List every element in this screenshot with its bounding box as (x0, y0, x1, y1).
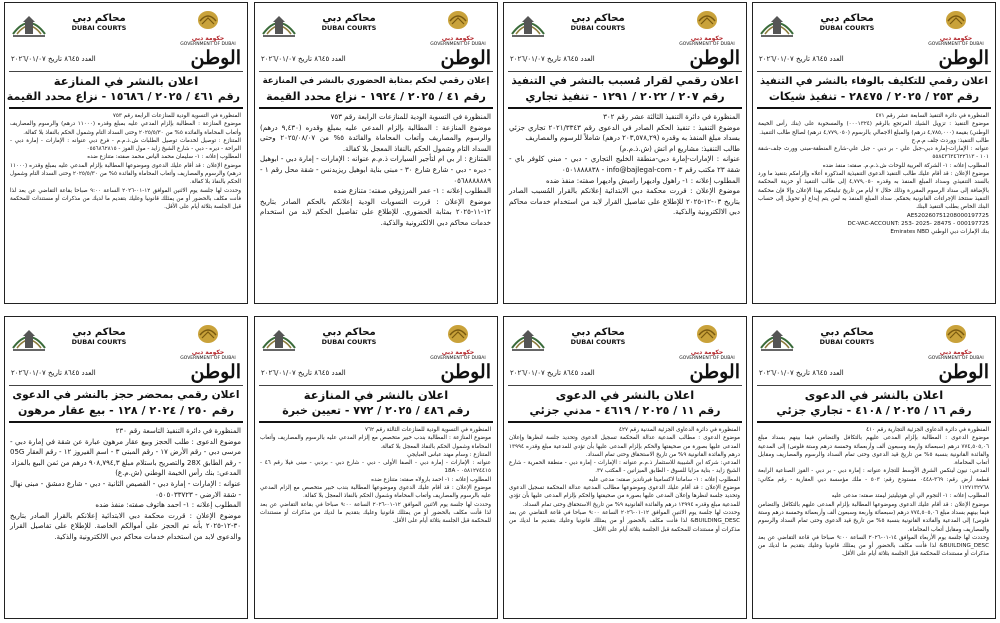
notice-title: اعلان بالنشر في المنازعة (53, 74, 199, 88)
notice-paragraph: موضوع الإعلان : قد أقام عليك الدعوى وموضوعها المطالبة بإلزام المدعى عليهم بالتكافل والتضامن فيما بينهم بسداد مبلغ ٧٧٤,٥٠٥,٠٦ درهم (سبعمائة واربعة وسبعون ألف وأربعمائة وخمسة درهم وستة فلوس) إلى المدعية والفائدة القانونية بنسبة ٥% من تاريخ قيد الدعوى وحتى تمام السداد والرسوم والمصاريف ومقابل أتعاب المحاماة. (758, 501, 989, 533)
notice-paragraph: طالب التنفيذ: مشاريع ام اتش (ش.ذ.م.م) (619, 144, 740, 153)
government-name-en: GOVERNMENT OF DUBAI (679, 42, 735, 47)
case-number: رقم ١١ / ٢٠٢٥ / ٤٦١٩ - مدني جزئي (529, 404, 721, 417)
notice-body (255, 423, 497, 526)
newspaper-band (504, 363, 746, 385)
notice-title: اعلان رقمي بمحضر حجز بالنشر في الدعوى (12, 389, 240, 401)
notice-title-box (9, 385, 243, 423)
notice-body (753, 423, 995, 559)
notice-paragraph: المنظورة في دائرة التنفيذ الثالثة عشر رقم ٣٠٢ (603, 113, 740, 121)
notice-paragraph: المطلوب إعلانه : ١- احمد بارولاه صفته: متنازع ضده (371, 476, 491, 483)
notice-paragraph: عنوانه : الإمارات-إمارة دبي-جبل علي - بر دبي - جبل علي-شارع المنطقة-مبنى وورث جلف-شقة ١٠١ - ٥٥٨٤٣٦٣٤٦٢٢٦١٣ (758, 146, 989, 161)
case-number: رقم ٤٦١ / ٢٠٢٥ / ١٥٦٨٦ - نزاع محدد القيمة (6, 90, 240, 103)
notice-paragraph: موضوع المنازعة : المطالبة بإلزام المدعي عليه بمبلغ وقدره (٩,٤٣٠ درهم) والرسوم والمصاريف وأتعاب المحاماة والفائدة ٥% من ٢٠٢٥/٠٨/٠٧ وحتى السداد التام وشمول الحكم بالنفاذ المعجل بلا كفالة. (260, 123, 491, 153)
notice-paragraph: المطلوب إعلانه : ١- احمد هاتوف صفته: منفذ ضده (95, 501, 241, 510)
notice-paragraph: موضوع التنفيذ : تزويل الشيك المرتجع بالرقم (٠٠٠١٣٢٤) والمسحوبة على (بنك رأس الخيمة الوطني) بقيمة (٤,٧٨٥,٠٠٠ درهم) والمبلغ الاجمالي بالرسوم (٤,٧٧٩,٠٥٠ درهم) لصالح طالب التنفيذ. (758, 121, 989, 136)
government-name-ar: حكومة دبي (441, 35, 475, 42)
government-name-en: GOVERNMENT OF DUBAI (430, 42, 486, 47)
court-name-ar: محاكم دبي (72, 327, 126, 338)
notice-paragraph: المدعي: بنك رأس الخيمة الوطني (ش.م.ع) (115, 469, 241, 478)
issue-info: العدد ٨٦٤٥ تاريخ ٢٠٢٦/٠١/٠٧ (11, 369, 96, 377)
court-name (317, 13, 381, 32)
issue-info: العدد ٨٦٤٥ تاريخ ٢٠٢٦/٠١/٠٧ (261, 369, 346, 377)
government-name-ar: حكومة دبي (939, 35, 973, 42)
dubai-emblem-icon (943, 9, 969, 31)
court-name-ar: محاكم دبي (820, 327, 874, 338)
court-name-en: DUBAI COURTS (570, 24, 626, 32)
court-name-ar: محاكم دبي (322, 13, 376, 24)
court-name (67, 13, 131, 32)
government-mark (925, 323, 987, 362)
notice-header (753, 317, 995, 363)
government-mark (427, 9, 489, 48)
notice-paragraph: AE520260751208000197725 (906, 212, 989, 219)
dubai-emblem-icon (195, 9, 221, 31)
issue-info: العدد ٨٦٤٥ تاريخ ٢٠٢٦/٠١/٠٧ (510, 55, 595, 63)
court-notice (254, 2, 498, 304)
court-name-en: DUBAI COURTS (321, 24, 377, 32)
dubai-emblem-icon (195, 323, 221, 345)
notice-title: إعلان رقمي لحكم بمثابة الحضوري بالنشر في المنازعة (262, 76, 490, 86)
notice-body (753, 109, 995, 236)
notice-header (753, 3, 995, 49)
notice-title-box (259, 71, 493, 109)
government-name-ar: حكومة دبي (191, 349, 225, 356)
notice-body (504, 423, 746, 534)
dubai-courts-logo-icon (259, 8, 299, 40)
notice-paragraph: المطلوب إعلانه : ١- سامانتا لاكساميتا فيرنانديز صفته: مدعى عليه (588, 476, 740, 483)
government-name-ar: حكومة دبي (939, 349, 973, 356)
newspaper-logo: الوطن (440, 47, 491, 69)
newspaper-logo: الوطن (190, 361, 241, 383)
notice-paragraph: موضوع الإعلان : قررت التسويات الودية إعلانكم بالحكم الصادر بتاريخ ١٢-١١-٢٠٢٥ بمثابة الحضوري. للإطلاع على تفاصيل الحكم لابد من استخدام خدمات محاكم دبي الالكترونية والذكية. (260, 197, 491, 227)
notice-title: اعلان رقمي لقرار مُسبب بالنشر في التنفيذ (511, 75, 739, 87)
notice-header (255, 3, 497, 49)
notice-title-box (508, 71, 742, 109)
dubai-courts-logo-icon (757, 322, 797, 354)
issue-info: العدد ٨٦٤٥ تاريخ ٢٠٢٦/٠١/٠٧ (759, 369, 844, 377)
newspaper-band (753, 49, 995, 71)
notice-paragraph: المطلوب إعلانه : ١- راهول واديهرا راميش واديهرا صفته: منفذ ضده (545, 176, 740, 185)
notice-paragraph: المتنازع : ار بي ام لتأجير السيارات ذ.م.م عنوانه : الإمارات - إمارة دبي - ابوهيل - ديره - دبي - شارع شارع ٣٠ - مبنى بناية ابوهيل ريزيدنس - شقة محل رقم ١ - ٠٥٦٨٨٨٨٨٨٩ (260, 155, 492, 185)
court-notice (4, 2, 248, 304)
dubai-courts-logo-icon (9, 322, 49, 354)
government-name-en: GOVERNMENT OF DUBAI (430, 356, 486, 361)
notice-title: اعلان رقمي للتكليف بالوفاء بالنشر في التنفيذ (760, 76, 988, 87)
case-number: رقم ٤١ / ٢٠٢٥ / ١٩٢٤ - نزاع محدد القيمة (266, 90, 486, 103)
issue-info: العدد ٨٦٤٥ تاريخ ٢٠٢٦/٠١/٠٧ (759, 55, 844, 63)
case-number: رقم ٢٥٠ / ٢٠٢٤ / ١٢٨ - بيع عقار مرهون (17, 404, 235, 417)
case-number: رقم ١٦ / ٢٠٢٥ / ٤١٠٨ - تجاري جزئي (776, 404, 972, 417)
notice-paragraph: بنك الإمارات دبي الوطني Emirates NBD (890, 229, 989, 236)
newspaper-band (753, 363, 995, 385)
notice-paragraph: DC-VAC-ACCOUNT: 253- 2025- 28475 - 000197725 (847, 220, 989, 227)
notice-body (255, 109, 497, 229)
newspaper-logo: الوطن (938, 47, 989, 69)
government-name-ar: حكومة دبي (690, 349, 724, 356)
notice-paragraph: عنوانه : الإمارات-إمارة دبي-منطقة الخليج التجاري - دبي - مبني كلوفر باي - شقة ٢٣ مكتب رقم ٣ - info@bajlegal-com - ٠٥٠١٨٨٨٨٣٨ (509, 155, 740, 174)
dubai-emblem-icon (943, 323, 969, 345)
notice-title-box (757, 71, 991, 109)
issue-info: العدد ٨٦٤٥ تاريخ ٢٠٢٦/٠١/٠٧ (261, 55, 346, 63)
notice-paragraph: موضوع الإعلان : قررت محكمة دبي الابتدائية إعلانكم بالقرار المُسبب الصادر بتاريخ ٠٣-١٢-٢٠٢٥ للإطلاع على تفاصيل القرار لابد من استخدام خدمات محاكم دبي الالكترونية والذكية. (509, 187, 741, 217)
notice-paragraph: موضوع الإعلان : قد أقام عليك الدعوى وموضوعها مطالب المدعية عدالة المحكمة تسجيل الدعوى وتحديد جلسة لنظرها وإعلان المدعى عليها بصورة من صحيفتها والحكم بإلزام المدعى عليها بأن تؤدي للمدعية مبلغ وقدره ١٣٩٩٤ درهم والفائدة القانونية ٩% من تاريخ الاستحقاق وحتى تمام السداد. (509, 485, 740, 508)
court-name (566, 327, 630, 346)
notice-paragraph: المدعي: نيون لينكس الشرق الأوسط للتجارة عنوانه : إمارة دبي - بر دبي - القوز الصناعية الرابعة قطعة أرض رقم: ٣٦٩-٠٤٤٨ مستودع رقم: ٥٠٣ - ملك مؤسسة دبي العقارية - رقم مكاني: ١١٢٧١٣٢٧٦٨ (758, 468, 990, 492)
notice-paragraph: موضوع التنفيذ : تنفيذ الحكم الصادر في الدعوى رقم ٢٠٢١/٣٣٤٣ تجاري جزئي بسداد مبلغ المنفذ به وقدره (٢٠٣,٥٧٨,٢٩ درهم) شاملاً للرسوم والمصاريف (509, 123, 740, 143)
newspaper-logo: الوطن (440, 361, 491, 383)
dubai-emblem-icon (445, 9, 471, 31)
notice-paragraph: المنظورة في دائرة الدعاوى الجزئية المدنية رقم ٤٢٧ (619, 427, 740, 433)
notice-paragraph: المنظورة في التسوية الودية للمنازعات الثالثة رقم ٧٦٢ (365, 427, 491, 433)
court-notice (752, 316, 996, 619)
notice-paragraph: المنظورة في دائرة التنفيذ التاسعة رقم ٢٣٠ (115, 427, 241, 435)
dubai-courts-logo-icon (259, 322, 299, 354)
government-name-en: GOVERNMENT OF DUBAI (928, 356, 984, 361)
court-name-en: DUBAI COURTS (71, 24, 127, 32)
notice-paragraph: المدعي: شركة ابن الشبيبة للاستثمار ذ.م.م عنوانه : الإمارات - إمارة دبي - منطقة الحمرية - شارع الشيخ زايد - بناية مزايا للسوق - الطابق الميزانين - المكتب ٣٧. (509, 460, 740, 475)
notice-paragraph: موضوع المنازعة : المطالبة بندب خبير متخصص مع إلزام المدعي عليه بالرسوم والمصاريف وأتعاب المحاماة وشمول الحكم بالنفاذ المعجل بلا كفالة. (260, 435, 491, 450)
notice-title: اعلان بالنشر في الدعوى (555, 388, 695, 402)
government-name-en: GOVERNMENT OF DUBAI (679, 356, 735, 361)
court-notice (503, 2, 747, 304)
newspaper-band (255, 49, 497, 71)
dubai-courts-logo-icon (9, 8, 49, 40)
notice-paragraph: موضوع الإعلان : قررت محكمة دبي الابتدائية إعلانكم بالقرار الصادر بتاريخ ٣٠-١٢-٢٠٢٥ بأنه تم الحجز على أموالكم الخاصة. للإطلاع على تفاصيل القرار والدعوى لابد من استخدام خدمات محاكم دبي الالكترونية والذكية. (10, 511, 241, 541)
dubai-emblem-icon (694, 9, 720, 31)
notice-paragraph: عنوانه : الإمارات - إمارة دبي - القصيص الثانية - دبي - شارع دمشق - مبنى نهال - شقة الارضي - ٠٥٠٥٠٣٣٧٢٣ (10, 479, 241, 499)
case-number: رقم ٤٨٦ / ٢٠٢٥ / ٧٧٢ - تعيين خبرة (282, 404, 470, 417)
court-name-ar: محاكم دبي (72, 13, 126, 24)
court-name-en: DUBAI COURTS (819, 24, 875, 32)
notice-body (504, 109, 746, 218)
court-notice (254, 316, 498, 619)
court-name-ar: محاكم دبي (820, 13, 874, 24)
notice-paragraph: وحددت لها جلسة يوم الاثنين الموافق ١٢-٠١-٢٠٢٦ الساعة ٩:٠٠ صباحا بقاعة التقاضي عن بعد لذا فأنت مكلف بالحضور أو من يمثلك قانونيا وعليك بتقديم ما لديك من مذكرات أو مستندات للمحكمة قبل الجلسة بثلاثة أيام على الأقل. (10, 187, 241, 211)
court-notice (503, 316, 747, 619)
government-mark (676, 323, 738, 362)
notice-paragraph: وحددت لها جلسة يوم الاثنين الموافق ١٢-٠١-٢٠٢٦ الساعة ٩:٠٠ صباحا في بقاعة التقاضي عن بعد لذا فأنت مكلف بالحضور أو من يمثلك قانونيا وعليك بتقديم ما لديك من مذكرات أو مستندات للمحكمة قبل الجلسة بثلاثة أيام على الأقل. (260, 501, 491, 525)
notice-header (255, 317, 497, 363)
issue-info: العدد ٨٦٤٥ تاريخ ٢٠٢٦/٠١/٠٧ (510, 369, 595, 377)
notice-header (5, 3, 247, 49)
notice-title-box (259, 385, 493, 423)
notice-body (5, 423, 247, 543)
government-mark (177, 9, 239, 48)
notice-paragraph: المنظورة في التسوية الودية للمنازعات الرابعة رقم ٧٥٣ (112, 113, 241, 119)
dubai-emblem-icon (694, 323, 720, 345)
notice-paragraph: وحددت لها جلسة يوم الاثنين الموافق ١٢-٠١-٢٠٢٦ الساعة ٩:٠٠ صباحا في قاعة التقاضي عن بعد BUILDING_DESC& لذا فأنت مكلف بالحضور أو من يمثلك قانونيا وعليك بتقديم ما لديك من مذكرات أو مستندات للمحكمة قبل الجلسة بثلاثة أيام على الأقل. (509, 509, 740, 533)
notice-paragraph: المطلوب إعلانه : ١- الشركة العربية للوحات ش.ذ.م.م. صفته: منفذ ضده (822, 162, 989, 169)
dubai-emblem-icon (445, 323, 471, 345)
court-name-en: DUBAI COURTS (71, 338, 127, 346)
notice-paragraph: المنظورة في دائرة الدعاوى الجزئية التجارية رقم ٤١٠ (866, 427, 989, 433)
newspaper-logo: الوطن (190, 47, 241, 69)
court-name-ar: محاكم دبي (571, 327, 625, 338)
court-notice (4, 316, 248, 619)
notice-paragraph: عنوانه : الإمارات - إمارة دبي - الصفا الأولى - دبي - شارع دبي - بردبي - مبنى فيلا رقم ٤٦ - ٠٥٨١٢٧٤٤١٥ - 18A (260, 460, 492, 475)
government-name-en: GOVERNMENT OF DUBAI (180, 42, 236, 47)
notice-paragraph: موضوع الدعوى : مطالب المدعية عدالة المحكمة تسجيل الدعوى وتحديد جلسة لنظرها وإعلان المدعى عليها بصورة من صحيفتها والحكم بإلزام المدعى عليها بأن تؤدي للمدعية مبلغ وقدره ١٣٩٩٤ درهم والفائدة القانونية ٩% من تاريخ الاستحقاق وحتى تمام السداد. (509, 435, 740, 458)
government-mark (177, 323, 239, 362)
notice-paragraph: المتنازع : وسام مهند عباس العبايجي (407, 451, 491, 458)
court-name-en: DUBAI COURTS (819, 338, 875, 346)
notice-paragraph: المنظورة في دائرة التنفيذ السابعة عشر رقم ٤٧١ (875, 113, 989, 119)
court-name (317, 327, 381, 346)
court-name-en: DUBAI COURTS (321, 338, 377, 346)
issue-info: العدد ٨٦٤٥ تاريخ ٢٠٢٦/٠١/٠٧ (11, 55, 96, 63)
notice-paragraph: موضوع الإعلان : قد أقام عليك طالب التنفيذ الدعوى التنفيذية المذكورة أعلاه وإلزامكم بتنفيذ ما ورد بالسند التنفيذي وسداد المبلغ المنفذ به وقدره ٤,٧٧٩,٠٥٠ إلى طالب التنفيذ أو خزينة المحكمة بالإضافة إلى سداد الرسوم المقررة وذلك خلال ٧ أيام من تاريخ تبليغكم بهذا الإعلان وإلا فإن محكمة التنفيذ ستتخذ الإجراءات القانونية بحقكم. سداد المبلغ المنفذ به لمن يتم إيداع أو تحويل إلى حساب البنك الخاص بطلب التنفيذ البنك (758, 171, 989, 211)
newspaper-logo: الوطن (689, 361, 740, 383)
government-name-en: GOVERNMENT OF DUBAI (928, 42, 984, 47)
notice-title: اعلان بالنشر في المنازعة (303, 388, 449, 402)
government-name-ar: حكومة دبي (191, 35, 225, 42)
notice-body (5, 109, 247, 212)
government-mark (427, 323, 489, 362)
dubai-courts-logo-icon (508, 8, 548, 40)
dubai-courts-logo-icon (508, 322, 548, 354)
notice-paragraph: المتنازع : توصيل لخدمات توصيل الطلبات ش.ذ.م.م - فرع دبي عنوانه : الإمارات - إمارة دبي - البراحة - ديره - دبي - شارع الشيخ زايد - مول القوز - ٠٥٥٦٨٦٢٨١٥ (10, 137, 241, 153)
notice-title-box (757, 385, 991, 423)
notice-paragraph: المطلوب إعلانه : ١- عمر المرزوقي صفته: متنازع ضده (333, 187, 491, 196)
government-name-ar: حكومة دبي (441, 349, 475, 356)
newspaper-logo: الوطن (689, 47, 740, 69)
court-name (815, 13, 879, 32)
newspaper-band (255, 363, 497, 385)
notice-paragraph: موضوع الدعوى : المطالبة بإلزام المدعى عليهم بالتكافل والتضامن فيما بينهم بسداد مبلغ ٧٧٤,٥٠٥,٠٦ درهم (سبعمائة واربعة وسبعون ألف وأربعمائة وخمسة درهم وستة فلوس) إلى المدعية والفائدة القانونية بنسبة ٥% من تاريخ قيد الدعوى وحتى تمام السداد والرسوم والمصاريف ومقابل أتعاب المحاماة. (758, 435, 989, 467)
notice-header (504, 3, 746, 49)
government-name-ar: حكومة دبي (690, 35, 724, 42)
court-name (815, 327, 879, 346)
newspaper-band (504, 49, 746, 71)
government-mark (925, 9, 987, 48)
court-name (67, 327, 131, 346)
court-name-ar: محاكم دبي (571, 13, 625, 24)
notice-paragraph: المنظورة في التسوية الودية للمنازعات الرابعة رقم ٧٥٣ (330, 113, 491, 121)
notice-title-box (508, 385, 742, 423)
dubai-courts-logo-icon (757, 8, 797, 40)
newspaper-band (5, 363, 247, 385)
newspaper-logo: الوطن (938, 361, 989, 383)
notice-header (5, 317, 247, 363)
notice-header (504, 317, 746, 363)
newspaper-band (5, 49, 247, 71)
court-name (566, 13, 630, 32)
case-number: رقم ٢٥٣ / ٢٠٢٥ / ٢٨٤٧٥ - تنفيذ شيكات (768, 90, 980, 103)
court-name-ar: محاكم دبي (322, 327, 376, 338)
court-name-en: DUBAI COURTS (570, 338, 626, 346)
notice-paragraph: موضوع المنازعة : المطالبة بإلزام المدعي عليه بمبلغ وقدره (١١٠٠٠ درهم) والرسوم والمصاريف وأتعاب المحاماة والفائدة ٥% من ٢٠٢٥/٥/٣٠ وحتى السداد التام وشمول الحكم بالنفاذ بلا كفالة. (10, 121, 241, 136)
notice-paragraph: طالب التنفيذ: ووردث جلف م.م.ح (911, 137, 989, 144)
government-mark (676, 9, 738, 48)
notice-title: اعلان بالنشر في الدعوى (804, 388, 944, 402)
court-notice (752, 2, 996, 304)
case-number: رقم ٢٠٧ / ٢٠٢٢ / ١٢٩١ - تنفيذ تجاري (525, 90, 725, 103)
notice-paragraph: المطلوب إعلانه : ١- سليمان محمد الياس محمد صفته: متنازع ضده (87, 154, 241, 161)
notice-paragraph: المطلوب إعلانه : ١- النجوم الي اي هوتيليتيز ليمتد صفته: مدعى عليه (831, 493, 989, 500)
notice-title-box (6, 71, 243, 109)
notice-paragraph: موضوع الإعلان : قد أقام عليك الدعوى وموضوعها المطالبة بندب خبير متخصص مع إلزام المدعي عليه بالرسوم والمصاريف وأتعاب المحاماة وشمول الحكم بالنفاذ المعجل بلا كفالة. (260, 485, 491, 500)
notice-paragraph: وحددت لها جلسة يوم الأربعاء الموافق ١٤-٠١-٢٠٢٦ الساعة ٩:٠٠ صباحا في قاعة التقاضي عن بعد BUILDING_DESC& لذا فأنت مكلف بالحضور أو من يمثلك قانونيا وعليك بتقديم ما لديك من مذكرات أو مستندات للمحكمة قبل الجلسة بثلاثة أيام على الأقل. (758, 534, 989, 558)
notice-paragraph: موضوع الإعلان : قد أقام عليك الدعوى وموضوعها المطالبة بإلزام المدعي عليه بمبلغ وقدره (١١٠٠٠ درهم) والرسوم والمصاريف وأتعاب المحاماة والفائدة ٥% من ٢٠٢٥/٥/٣٠ وحتى السداد التام وشمول الحكم بالنفاذ بلا كفالة. (10, 162, 242, 186)
government-name-en: GOVERNMENT OF DUBAI (180, 356, 236, 361)
notice-paragraph: موضوع الدعوى : طلب الحجز وبيع عقار مرهون عبارة عن شقة في إمارة دبي - مرسى دبي - رقم الأرض ١٧ - رقم المبنى ٣ - اسم الفيروز ١٢ - رقم العقار 05G - رقم الطابق 28X والتصريح باستلام مبلغ ٩٠٨,٧٩٤,٣ درهم من ثمن البيع بالمزاد (10, 437, 241, 467)
